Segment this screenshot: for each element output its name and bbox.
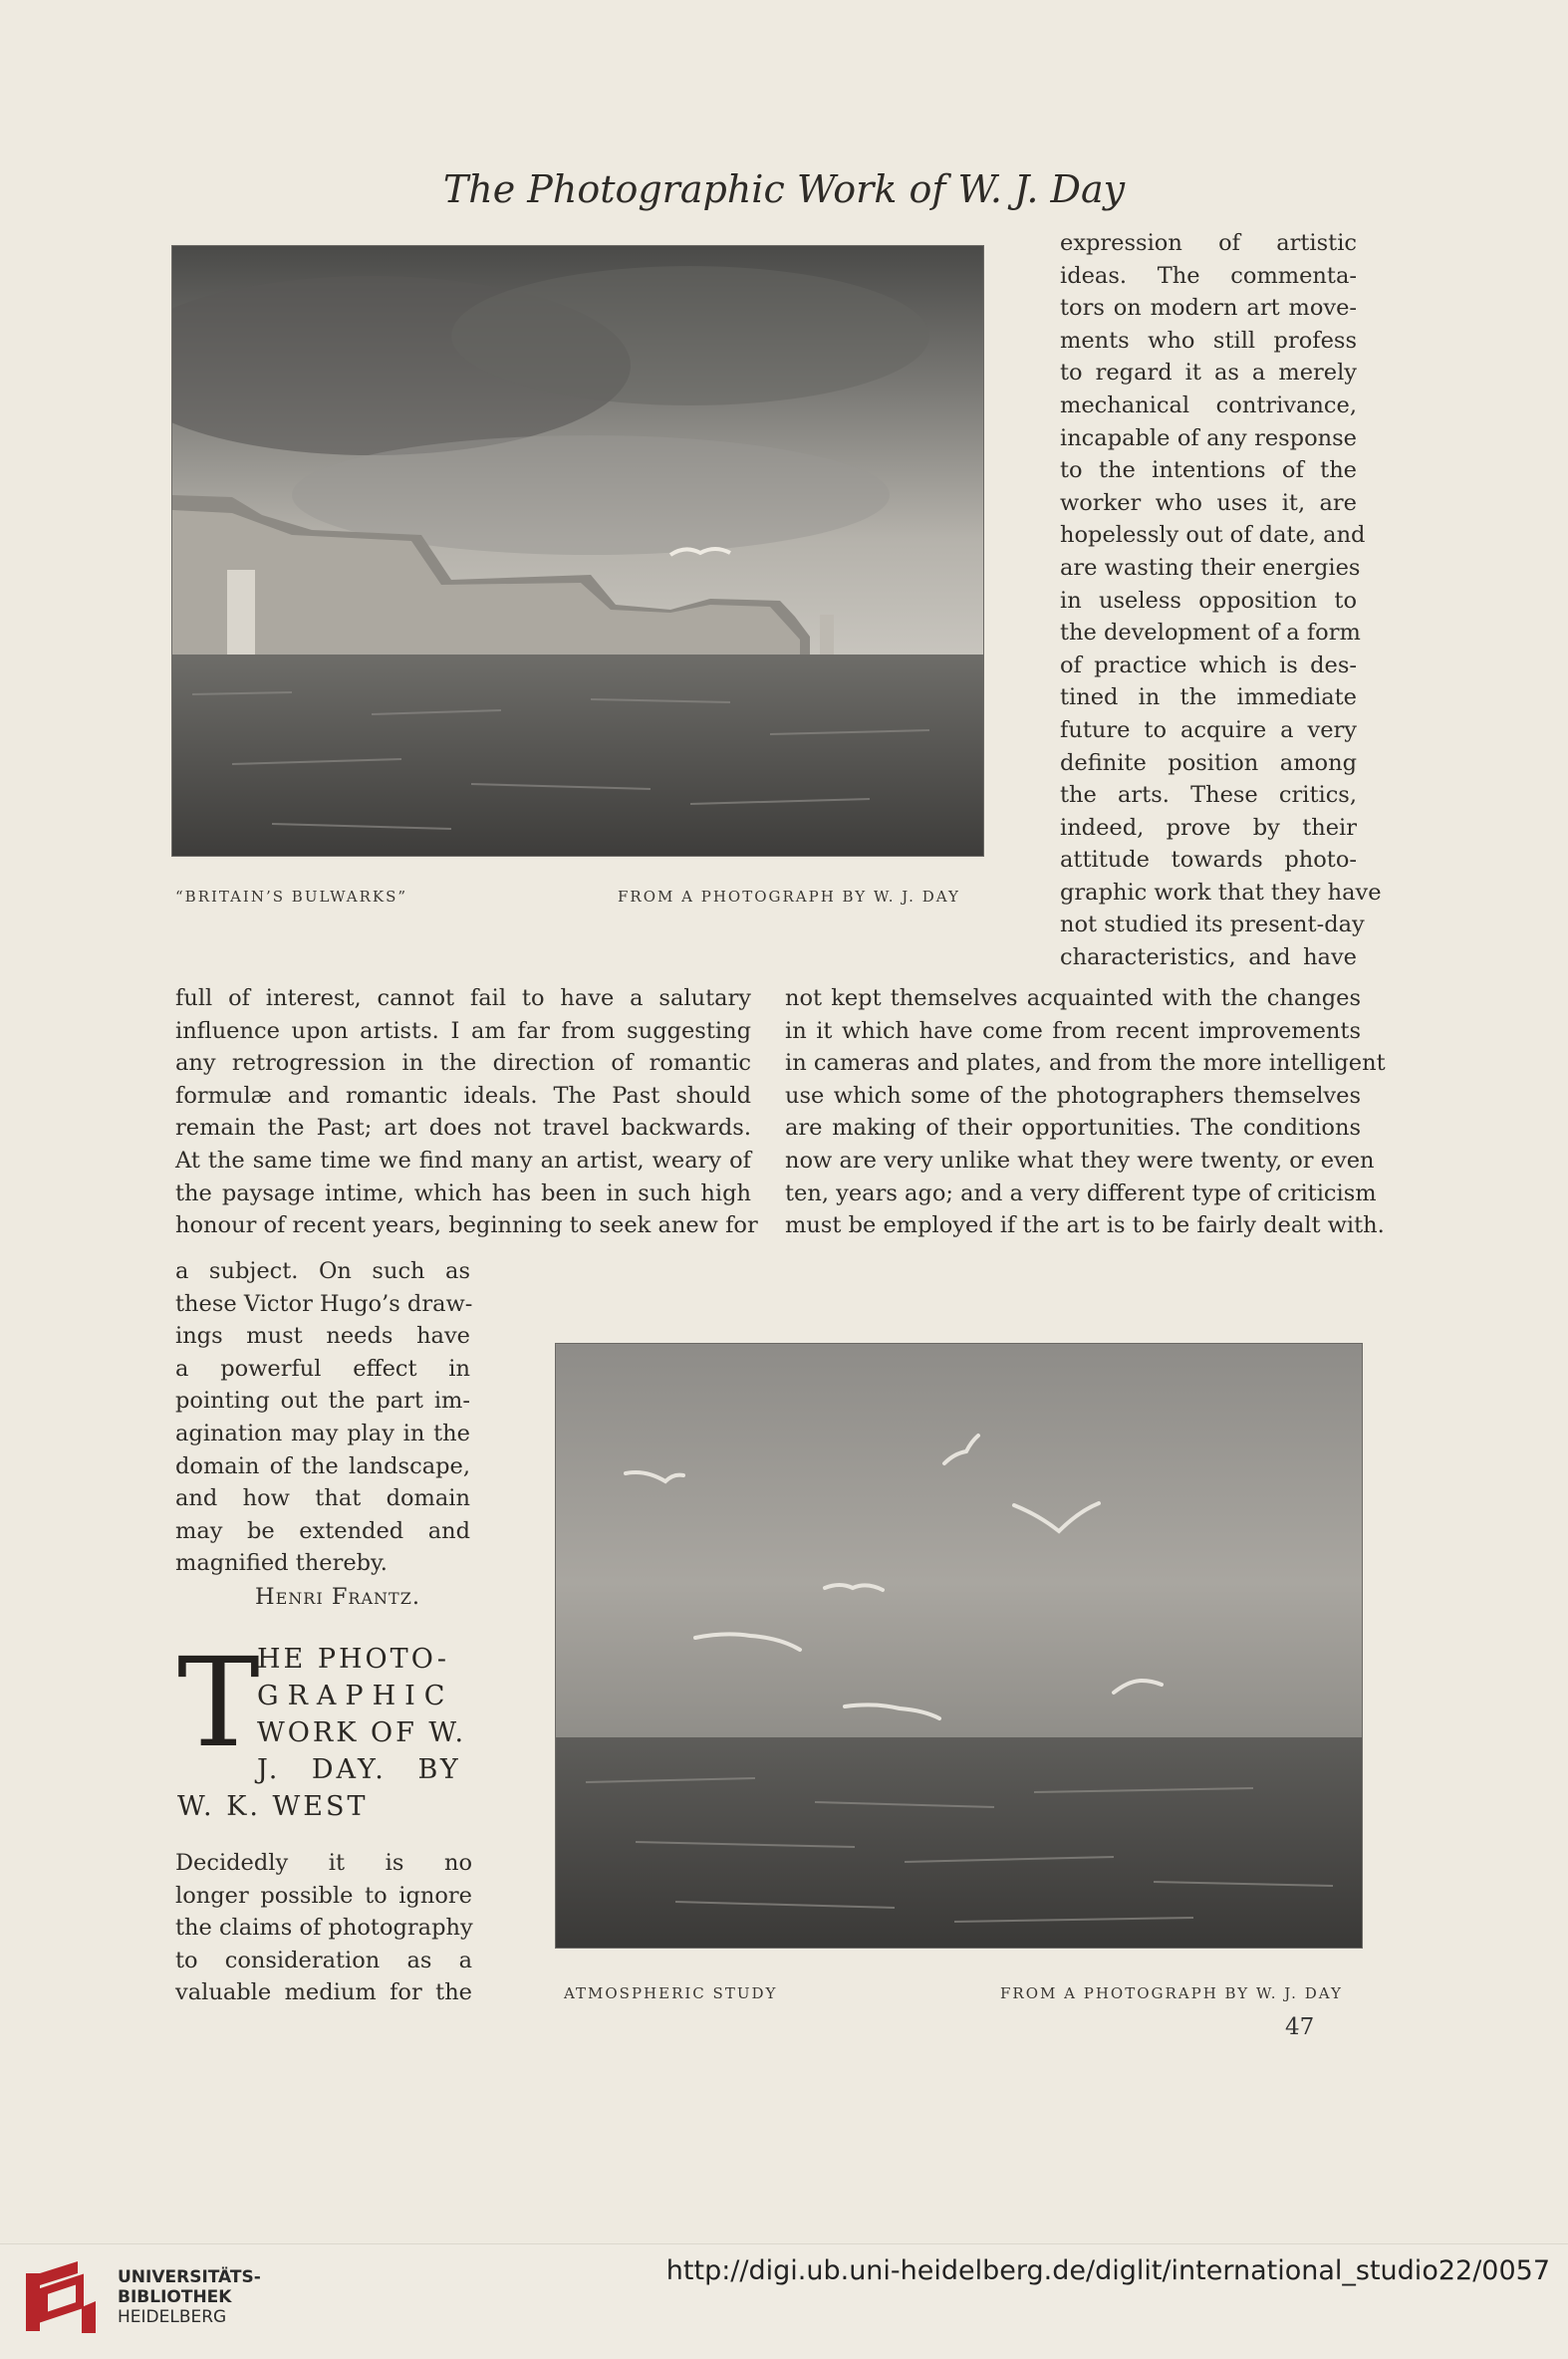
library-line-1: UNIVERSITÄTS- (118, 2267, 261, 2287)
text-line: agination may play in the (175, 1420, 470, 1446)
running-header: The Photographic Work of W. J. Day (442, 167, 1126, 211)
text-line: attitude towards photo- (1060, 847, 1357, 874)
left-column-narrow (175, 1255, 473, 1614)
text-line: a powerful effect in (175, 1355, 470, 1382)
text-line: in cameras and plates, and from the more intelligent (785, 1050, 1386, 1077)
title-line-2: GRAPHIC (257, 1681, 454, 1711)
text-line: not studied its present-day (1060, 912, 1365, 938)
text-line: characteristics, and have (1060, 944, 1357, 971)
library-name (118, 2267, 261, 2327)
caption-britains-bulwarks: “BRITAIN’S BULWARKS” (175, 888, 408, 906)
text-line: tors on modern art move- (1060, 295, 1357, 322)
text-line: a subject. On such as (175, 1258, 470, 1284)
text-line: influence upon artists. I am far from suggesting (175, 1017, 751, 1044)
left-column-top (175, 982, 758, 1242)
text-line: the arts. These critics, (1060, 782, 1357, 809)
text-line: ideas. The commenta- (1060, 262, 1357, 289)
text-line: ten, years ago; and a very different type of criticism (785, 1180, 1377, 1206)
text-line: ings must needs have (175, 1323, 470, 1350)
text-line: in it which have come from recent improvements (785, 1017, 1361, 1044)
text-line: expression of artistic (1060, 230, 1357, 256)
text-line: ments who still profess (1060, 327, 1357, 354)
text-line: to consideration as a (175, 1947, 472, 1973)
text-line: indeed, prove by their (1060, 814, 1357, 841)
text-line: the claims of photography (175, 1915, 473, 1942)
text-line: worker who uses it, are (1060, 489, 1357, 516)
text-line: Decidedly it is no (175, 1850, 472, 1876)
photo-britains-bulwarks (171, 245, 984, 857)
text-line: longer possible to ignore (175, 1882, 472, 1909)
text-line: any retrogression in the direction of romantic (175, 1050, 751, 1077)
text-line: domain of the landscape, (175, 1452, 470, 1479)
text-line: are wasting their energies (1060, 554, 1361, 581)
article-title-lines (177, 1632, 474, 1825)
article-body (175, 1847, 472, 2009)
text-line: full of interest, cannot fail to have a salutary (175, 985, 751, 1011)
text-line: hopelessly out of date, and (1060, 522, 1366, 549)
text-line: the paysage intime, which has been in such high (175, 1180, 751, 1206)
text-line: may be extended and (175, 1517, 470, 1544)
library-line-3: HEIDELBERG (118, 2307, 227, 2327)
text-line: future to acquire a very (1060, 716, 1357, 743)
text-line: definite position among (1060, 749, 1357, 776)
text-line: and how that domain (175, 1485, 470, 1512)
text-line: now are very unlike what they were twenty, or even (785, 1147, 1375, 1174)
photo-atmospheric-study (555, 1343, 1363, 1949)
text-line: honour of recent years, beginning to seek anew for (175, 1212, 758, 1239)
text-line: remain the Past; art does not travel backwards. (175, 1115, 751, 1142)
text-line: incapable of any response (1060, 424, 1357, 451)
text-line: At the same time we find many an artist, weary of (175, 1147, 751, 1174)
caption-atmospheric-study: ATMOSPHERIC STUDY (564, 1984, 778, 2002)
right-narrow-column (1060, 227, 1382, 974)
text-line: of practice which is des- (1060, 652, 1357, 678)
text-line: graphic work that they have (1060, 879, 1382, 906)
text-line: are making of their opportunities. The conditions (785, 1115, 1361, 1142)
text-line: to the intentions of the (1060, 457, 1357, 484)
signature: Henri Frantz. (255, 1583, 420, 1610)
byline: W. K. WEST (177, 1791, 369, 1822)
text-line: not kept themselves acquainted with the changes (785, 985, 1361, 1011)
text-line: use which some of the photographers themselves (785, 1082, 1361, 1109)
text-line: must be employed if the art is to be fairly dealt with. (785, 1212, 1385, 1239)
title-line-3: WORK OF W. (257, 1717, 467, 1748)
text-line: formulæ and romantic ideals. The Past should (175, 1082, 751, 1109)
page-number: 47 (1285, 2014, 1315, 2040)
title-line-1: HE PHOTO- (257, 1644, 449, 1675)
drop-cap: T (177, 1632, 260, 1775)
title-line-4: J. DAY. BY (257, 1754, 461, 1785)
text-line: pointing out the part im- (175, 1388, 470, 1415)
source-url-link[interactable]: http://digi.ub.uni-heidelberg.de/diglit/international_studio22/0057 (665, 2255, 1550, 2286)
text-line: to regard it as a merely (1060, 360, 1357, 387)
right-column-mid (785, 982, 1386, 1242)
text-line: magnified thereby. (175, 1550, 388, 1577)
caption-credit-top: FROM A PHOTOGRAPH BY W. J. DAY (618, 888, 960, 906)
text-line: valuable medium for the (175, 1979, 472, 2006)
text-line: tined in the immediate (1060, 684, 1357, 711)
library-line-2: BIBLIOTHEK (118, 2287, 232, 2307)
text-line: in useless opposition to (1060, 587, 1357, 614)
text-line: the development of a form (1060, 620, 1361, 647)
library-logo-icon (22, 2259, 100, 2337)
text-line: these Victor Hugo’s draw- (175, 1290, 473, 1317)
caption-credit-bottom: FROM A PHOTOGRAPH BY W. J. DAY (1000, 1984, 1343, 2002)
text-line: mechanical contrivance, (1060, 392, 1357, 418)
